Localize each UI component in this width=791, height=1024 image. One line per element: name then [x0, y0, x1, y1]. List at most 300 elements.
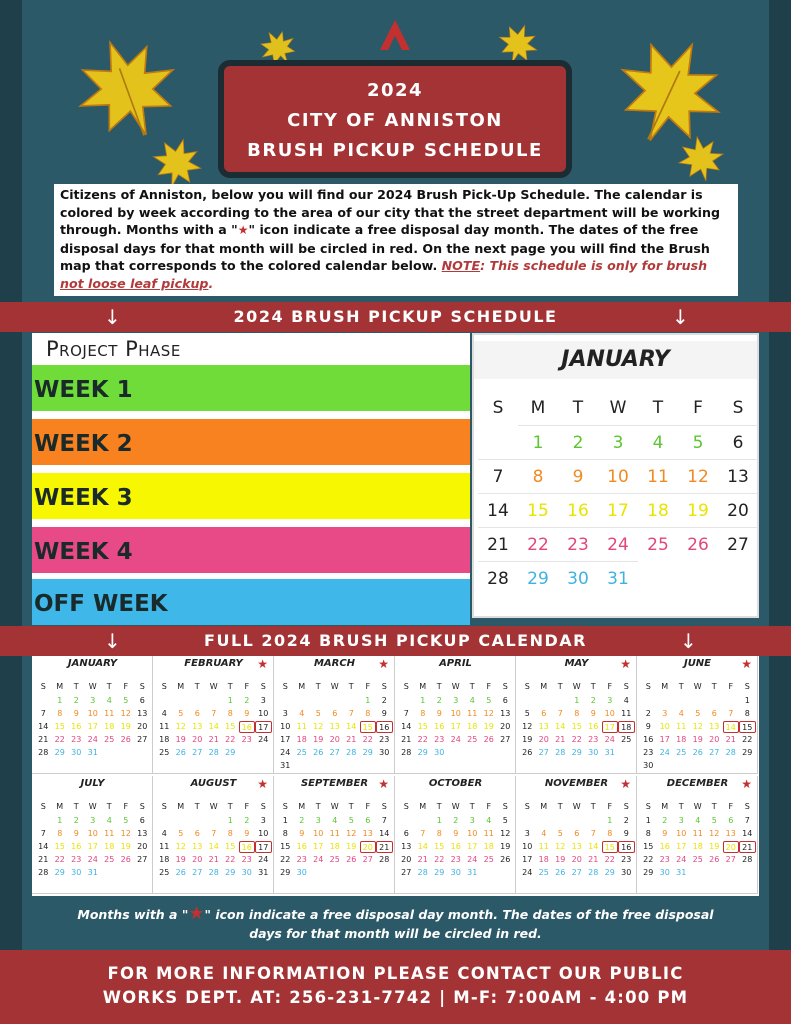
- calendar-day: 17: [522, 855, 533, 864]
- calendar-day: 18: [618, 721, 635, 733]
- calendar-day: 16: [71, 722, 82, 731]
- calendar-day: 29: [643, 868, 654, 877]
- calendar-day: 30: [71, 868, 82, 877]
- calendar-day: 23: [450, 855, 461, 864]
- calendar-day: 18: [638, 493, 678, 527]
- calendar-day: 19: [692, 735, 703, 744]
- calendar-day: 19: [120, 842, 131, 851]
- calendar-day: 21: [376, 841, 393, 853]
- calendar-day: 30: [379, 748, 390, 757]
- calendar-day: 5: [486, 696, 492, 705]
- calendar-day: 23: [379, 735, 390, 744]
- calendar-day: 3: [598, 425, 638, 459]
- day-header: S: [502, 802, 508, 811]
- calendar-day: 30: [659, 868, 670, 877]
- calendar-day: 24: [280, 748, 291, 757]
- calendar-day: 20: [571, 855, 582, 864]
- star-icon: ★: [188, 903, 205, 924]
- calendar-day: 11: [538, 842, 549, 851]
- calendar-day: 13: [137, 709, 148, 718]
- calendar-day: 13: [137, 829, 148, 838]
- month-calendar-december: [637, 776, 758, 894]
- calendar-day: 5: [348, 816, 354, 825]
- calendar-day: 10: [522, 842, 533, 851]
- calendar-day: 14: [723, 721, 740, 733]
- calendar-day: 31: [87, 748, 98, 757]
- day-header: M: [56, 682, 64, 691]
- calendar-day: 27: [192, 868, 203, 877]
- month-calendar-may: [516, 656, 637, 774]
- calendar-day: 6: [139, 696, 145, 705]
- month-calendar-february: [153, 656, 274, 774]
- day-header: F: [486, 802, 492, 811]
- calendar-day: 6: [718, 425, 758, 459]
- day-header: T: [590, 802, 596, 811]
- calendar-day: 21: [725, 735, 736, 744]
- calendar-day: 8: [607, 829, 613, 838]
- day-header: S: [645, 802, 651, 811]
- month-calendar-november: [516, 776, 637, 894]
- calendar-day: 15: [54, 842, 65, 851]
- calendar-day: 19: [120, 722, 131, 731]
- day-header: F: [607, 682, 613, 691]
- day-header: T: [106, 682, 112, 691]
- day-header: T: [678, 802, 684, 811]
- calendar-day: 8: [436, 829, 442, 838]
- arrow-down-icon: ↓: [104, 629, 123, 653]
- calendar-day: 5: [178, 709, 184, 718]
- calendar-day: 19: [483, 722, 494, 731]
- calendar-day: 1: [574, 696, 580, 705]
- calendar-day: 22: [742, 735, 753, 744]
- calendar-day: 5: [524, 709, 530, 718]
- calendar-day: 3: [282, 709, 288, 718]
- calendar-day: 12: [175, 722, 186, 731]
- calendar-day: 10: [87, 829, 98, 838]
- calendar-day: 12: [555, 842, 566, 851]
- day-header: T: [315, 682, 321, 691]
- calendar-day: 31: [676, 868, 687, 877]
- calendar-day: 11: [159, 842, 170, 851]
- day-header: T: [227, 802, 233, 811]
- calendar-day: 31: [87, 868, 98, 877]
- day-header: M: [540, 682, 548, 691]
- calendar-day: 8: [227, 709, 233, 718]
- day-header: S: [161, 682, 167, 691]
- title-schedule: BRUSH PICKUP SCHEDULE: [247, 140, 543, 161]
- calendar-day: 3: [260, 696, 266, 705]
- calendar-day: 17: [602, 721, 619, 733]
- calendar-day: 14: [478, 493, 518, 527]
- calendar-day: 28: [38, 748, 49, 757]
- day-header: T: [711, 802, 717, 811]
- month-title: FEBRUARY: [184, 658, 243, 669]
- day-header: W: [572, 802, 581, 811]
- day-header: F: [244, 802, 250, 811]
- day-header: M: [419, 802, 427, 811]
- january-calendar: [472, 333, 759, 618]
- maple-leaf-image: [672, 130, 730, 188]
- calendar-day: 1: [436, 816, 442, 825]
- calendar-day: 11: [159, 722, 170, 731]
- calendar-day: 27: [329, 748, 340, 757]
- calendar-day: 7: [348, 709, 354, 718]
- footer-line-2: WORKS DEPT. AT: 256-231-7742 | M-F: 7:00AM - 4:00 PM: [102, 988, 689, 1007]
- calendar-day: 3: [469, 816, 475, 825]
- calendar-day: 12: [120, 829, 131, 838]
- calendar-day: 27: [709, 748, 720, 757]
- calendar-day: 4: [486, 816, 492, 825]
- project-phase-legend: [32, 333, 470, 618]
- calendar-day: 25: [538, 868, 549, 877]
- star-icon: ★: [257, 657, 268, 671]
- calendar-day: 16: [643, 735, 654, 744]
- calendar-day: 16: [239, 841, 256, 853]
- calendar-day: 14: [208, 722, 219, 731]
- calendar-day: 16: [376, 721, 393, 733]
- calendar-day: 21: [38, 855, 49, 864]
- calendar-day: 23: [643, 748, 654, 757]
- calendar-day: 6: [711, 709, 717, 718]
- calendar-day: 19: [500, 842, 511, 851]
- city-logo-icon: [378, 18, 412, 52]
- calendar-day: 25: [638, 527, 678, 561]
- calendar-day: 8: [365, 709, 371, 718]
- calendar-day: 4: [678, 709, 684, 718]
- calendar-day: 10: [258, 829, 269, 838]
- calendar-day: 17: [450, 722, 461, 731]
- calendar-day: 26: [500, 855, 511, 864]
- calendar-day: 28: [417, 868, 428, 877]
- calendar-day: 3: [524, 829, 530, 838]
- day-header: S: [381, 802, 387, 811]
- calendar-day: 30: [71, 748, 82, 757]
- calendar-day: 17: [467, 842, 478, 851]
- calendar-day: 29: [571, 748, 582, 757]
- footer-line-1: FOR MORE INFORMATION PLEASE CONTACT OUR PUBLIC: [107, 964, 684, 983]
- calendar-day: 12: [175, 842, 186, 851]
- calendar-day: 19: [678, 493, 718, 527]
- calendar-day: 8: [57, 709, 63, 718]
- calendar-day: 27: [401, 868, 412, 877]
- calendar-day: 3: [662, 709, 668, 718]
- day-header: S: [403, 802, 409, 811]
- day-header: T: [348, 802, 354, 811]
- calendar-day: 8: [420, 709, 426, 718]
- calendar-day: 21: [417, 855, 428, 864]
- calendar-day: 18: [676, 735, 687, 744]
- calendar-day: 29: [54, 868, 65, 877]
- calendar-day: 24: [604, 735, 615, 744]
- calendar-day: 10: [598, 459, 638, 493]
- schedule-band-label: 2024 BRUSH PICKUP SCHEDULE: [233, 307, 558, 326]
- calendar-day: 1: [420, 696, 426, 705]
- calendar-day: 13: [709, 722, 720, 731]
- calendar-day: 24: [313, 855, 324, 864]
- calendar-day: 15: [225, 722, 236, 731]
- day-header: T: [652, 398, 664, 418]
- calendar-day: 9: [244, 829, 250, 838]
- calendar-day: 25: [621, 735, 632, 744]
- calendar-day: 2: [381, 696, 387, 705]
- phase-week-1: WEEK 1: [32, 365, 470, 411]
- day-header: T: [194, 682, 200, 691]
- calendar-day: 31: [604, 748, 615, 757]
- calendar-day: 24: [258, 735, 269, 744]
- calendar-day: 21: [478, 527, 518, 561]
- day-header: T: [572, 398, 584, 418]
- calendar-day: 3: [260, 816, 266, 825]
- calendar-day: 26: [709, 855, 720, 864]
- day-header: F: [486, 682, 492, 691]
- calendar-day: 5: [695, 709, 701, 718]
- calendar-day: 21: [739, 841, 756, 853]
- calendar-day: 24: [450, 735, 461, 744]
- calendar-day: 5: [502, 816, 508, 825]
- day-header: S: [282, 802, 288, 811]
- day-header: T: [711, 682, 717, 691]
- calendar-day: 22: [434, 855, 445, 864]
- calendar-day: 28: [478, 561, 518, 595]
- calendar-day: 26: [120, 735, 131, 744]
- day-header: S: [645, 682, 651, 691]
- calendar-day: 19: [175, 735, 186, 744]
- calendar-day: 20: [401, 855, 412, 864]
- calendar-band: [0, 626, 791, 656]
- calendar-day: 11: [638, 459, 678, 493]
- calendar-day: 4: [161, 829, 167, 838]
- schedule-band: [0, 302, 791, 332]
- calendar-day: 7: [211, 829, 217, 838]
- calendar-day: 30: [588, 748, 599, 757]
- calendar-day: 29: [225, 748, 236, 757]
- calendar-day: 4: [161, 709, 167, 718]
- calendar-day: 1: [227, 696, 233, 705]
- day-header: W: [609, 398, 627, 418]
- calendar-day: 2: [436, 696, 442, 705]
- calendar-day: 26: [175, 868, 186, 877]
- month-title: MARCH: [313, 658, 356, 669]
- calendar-day: 21: [401, 735, 412, 744]
- phase-week-3: WEEK 3: [32, 473, 470, 519]
- calendar-day: 26: [346, 855, 357, 864]
- calendar-day: 25: [692, 855, 703, 864]
- calendar-day: 2: [645, 709, 651, 718]
- calendar-day: 3: [90, 816, 96, 825]
- calendar-day: 10: [467, 829, 478, 838]
- calendar-day: 28: [379, 855, 390, 864]
- calendar-day: 24: [87, 855, 98, 864]
- month-title: SEPTEMBER: [300, 778, 369, 789]
- day-header: S: [732, 398, 744, 418]
- calendar-day: 20: [192, 855, 203, 864]
- calendar-day: 14: [401, 722, 412, 731]
- calendar-day: 23: [659, 855, 670, 864]
- day-header: T: [469, 802, 475, 811]
- day-header: M: [56, 802, 64, 811]
- calendar-day: 4: [541, 829, 547, 838]
- calendar-day: 11: [621, 709, 632, 718]
- calendar-day: 17: [255, 721, 272, 733]
- calendar-day: 1: [227, 816, 233, 825]
- calendar-day: 13: [329, 722, 340, 731]
- calendar-day: 3: [678, 816, 684, 825]
- calendar-day: 17: [598, 493, 638, 527]
- calendar-day: 16: [558, 493, 598, 527]
- calendar-day: 1: [282, 816, 288, 825]
- day-header: S: [381, 682, 387, 691]
- calendar-day: 7: [381, 816, 387, 825]
- day-header: M: [298, 802, 306, 811]
- calendar-day: 23: [558, 527, 598, 561]
- calendar-day: 8: [518, 459, 558, 493]
- day-header: S: [40, 682, 46, 691]
- calendar-day: 23: [434, 735, 445, 744]
- calendar-day: 8: [57, 829, 63, 838]
- day-header: M: [177, 802, 185, 811]
- calendar-day: 5: [711, 816, 717, 825]
- calendar-day: 10: [258, 709, 269, 718]
- day-header: W: [209, 682, 218, 691]
- calendar-day: 28: [208, 868, 219, 877]
- calendar-day: 27: [362, 855, 373, 864]
- calendar-day: 17: [659, 735, 670, 744]
- calendar-day: 30: [450, 868, 461, 877]
- calendar-day: 21: [555, 735, 566, 744]
- star-icon: ★: [741, 777, 752, 791]
- calendar-day: 22: [54, 855, 65, 864]
- day-header: T: [469, 682, 475, 691]
- calendar-day: 10: [280, 722, 291, 731]
- calendar-day: 31: [280, 761, 291, 770]
- month-title: JULY: [80, 778, 105, 789]
- calendar-day: 14: [38, 722, 49, 731]
- calendar-day: 11: [329, 829, 340, 838]
- calendar-day: 11: [104, 829, 115, 838]
- day-header: F: [365, 802, 371, 811]
- calendar-day: 7: [590, 829, 596, 838]
- day-header: S: [623, 802, 629, 811]
- calendar-day: 8: [744, 709, 750, 718]
- calendar-day: 14: [208, 842, 219, 851]
- calendar-day: 1: [57, 816, 63, 825]
- calendar-day: 18: [538, 855, 549, 864]
- calendar-day: 21: [208, 855, 219, 864]
- calendar-day: 23: [621, 855, 632, 864]
- day-header: W: [451, 802, 460, 811]
- day-header: S: [139, 682, 145, 691]
- calendar-day: 21: [588, 855, 599, 864]
- calendar-day: 28: [401, 748, 412, 757]
- calendar-day: 28: [346, 748, 357, 757]
- calendar-day: 9: [453, 829, 459, 838]
- calendar-day: 28: [555, 748, 566, 757]
- calendar-day: 21: [346, 735, 357, 744]
- calendar-day: 22: [362, 735, 373, 744]
- day-header: W: [451, 682, 460, 691]
- calendar-day: 6: [403, 829, 409, 838]
- calendar-day: 14: [588, 842, 599, 851]
- calendar-day: 27: [192, 748, 203, 757]
- title-year: 2024: [366, 80, 424, 101]
- day-header: S: [623, 682, 629, 691]
- calendar-day: 15: [225, 842, 236, 851]
- calendar-day: 8: [227, 829, 233, 838]
- calendar-day: 12: [120, 709, 131, 718]
- calendar-day: 11: [467, 709, 478, 718]
- day-header: S: [744, 682, 750, 691]
- calendar-day: 29: [604, 868, 615, 877]
- day-header: T: [436, 682, 442, 691]
- calendar-day: 20: [538, 735, 549, 744]
- day-header: W: [88, 802, 97, 811]
- calendar-day: 9: [662, 829, 668, 838]
- calendar-day: 14: [379, 829, 390, 838]
- day-header: M: [661, 682, 669, 691]
- calendar-day: 26: [692, 748, 703, 757]
- note-text: : This schedule is only for brush: [480, 258, 708, 273]
- calendar-day: 25: [467, 735, 478, 744]
- calendar-day: 3: [453, 696, 459, 705]
- calendar-day: 30: [434, 748, 445, 757]
- calendar-day: 15: [360, 721, 377, 733]
- calendar-day: 29: [742, 748, 753, 757]
- calendar-day: 15: [571, 722, 582, 731]
- calendar-day: 11: [692, 829, 703, 838]
- calendar-day: 25: [104, 855, 115, 864]
- calendar-day: 7: [40, 829, 46, 838]
- day-header: W: [330, 682, 339, 691]
- calendar-day: 15: [643, 842, 654, 851]
- calendar-day: 13: [500, 709, 511, 718]
- calendar-day: 13: [571, 842, 582, 851]
- month-title: OCTOBER: [428, 778, 483, 789]
- phase-week-2: WEEK 2: [32, 419, 470, 465]
- arrow-down-icon: ↓: [104, 305, 123, 329]
- calendar-day: 12: [692, 722, 703, 731]
- month-title: APRIL: [439, 658, 472, 669]
- calendar-day: 17: [280, 735, 291, 744]
- calendar-day: 22: [604, 855, 615, 864]
- note-underline: not loose leaf pickup: [60, 275, 209, 291]
- calendar-day: 4: [106, 696, 112, 705]
- calendar-day: 7: [478, 459, 518, 493]
- calendar-day: 20: [137, 722, 148, 731]
- calendar-day: 12: [483, 709, 494, 718]
- calendar-day: 23: [588, 735, 599, 744]
- day-header: F: [728, 682, 734, 691]
- calendar-day: 2: [244, 816, 250, 825]
- calendar-day: 13: [192, 842, 203, 851]
- calendar-day: 29: [280, 868, 291, 877]
- calendar-day: 25: [104, 735, 115, 744]
- calendar-day: 26: [522, 748, 533, 757]
- calendar-day: 19: [709, 842, 720, 851]
- calendar-day: 17: [313, 842, 324, 851]
- calendar-day: 21: [38, 735, 49, 744]
- calendar-day: 30: [296, 868, 307, 877]
- calendar-day: 10: [676, 829, 687, 838]
- calendar-day: 17: [676, 842, 687, 851]
- month-calendar-july: [32, 776, 153, 894]
- calendar-day: 24: [598, 527, 638, 561]
- calendar-day: 13: [538, 722, 549, 731]
- month-calendar-june: [637, 656, 758, 774]
- star-icon: ★: [620, 657, 631, 671]
- calendar-day: 1: [518, 425, 558, 459]
- calendar-day: 2: [244, 696, 250, 705]
- calendar-day: 18: [692, 842, 703, 851]
